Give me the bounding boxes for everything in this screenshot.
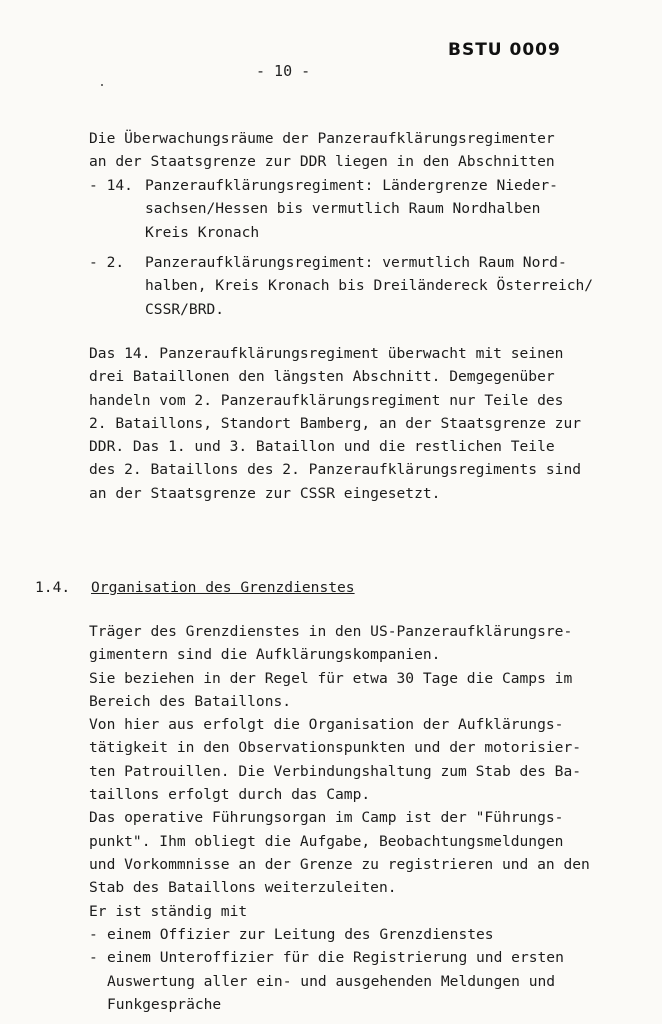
- text-line: taillons erfolgt durch das Camp.: [89, 786, 371, 804]
- text-line: Bereich des Bataillons.: [89, 692, 292, 710]
- text-line: Träger des Grenzdienstes in den US-Panzeraufklärungsre-: [89, 623, 573, 640]
- text-line: sachsen/Hessen bis vermutlich Raum Nordhalben: [145, 200, 541, 218]
- text-line: Das operative Führungsorgan im Camp ist der "Führungs-: [89, 809, 564, 827]
- text-line: drei Bataillonen den längsten Abschnitt. Demgegenüber: [89, 368, 555, 386]
- text-line: Von hier aus erfolgt die Organisation der Aufklärungs-: [89, 716, 564, 734]
- text-line: an der Staatsgrenze zur DDR liegen in den Abschnitten: [89, 153, 555, 171]
- list-marker: -: [89, 926, 98, 943]
- text-line: des 2. Bataillons des 2. Panzeraufklärungsregiments sind: [89, 461, 582, 479]
- text-line: CSSR/BRD.: [145, 300, 225, 318]
- text-line: einem Unteroffizier für die Registrierung und ersten: [107, 949, 564, 967]
- text-line: Auswertung aller ein- und ausgehenden Meldungen und: [107, 972, 556, 990]
- text-line: punkt". Ihm obliegt die Aufgabe, Beobachtungsmeldungen: [89, 832, 564, 850]
- staff-list: [89, 923, 649, 1016]
- archive-stamp: BSTU 0009: [448, 40, 561, 60]
- text-line: handeln vom 2. Panzeraufklärungsregiment nur Teile des: [89, 391, 564, 409]
- list-item: [89, 946, 649, 1016]
- text-line: 2. Bataillons, Standort Bamberg, an der Staatsgrenze zur: [89, 414, 582, 432]
- text-line: Die Überwachungsräume der Panzeraufklärungsregimenter: [89, 130, 555, 147]
- list-marker: -: [89, 949, 98, 967]
- text-line: Er ist ständig mit: [89, 902, 248, 920]
- list-item: [89, 923, 649, 946]
- paragraph-border-service: [89, 620, 649, 923]
- text-line: ten Patrouillen. Die Verbindungshaltung zum Stab des Ba-: [89, 762, 582, 780]
- text-line: Kreis Kronach: [145, 223, 260, 241]
- text-line: Panzeraufklärungsregiment: vermutlich Raum Nord-: [145, 254, 567, 271]
- text-line: halben, Kreis Kronach bis Dreiländereck Österreich/: [145, 277, 594, 295]
- text-line: und Vorkommnisse an der Grenze zu registrieren und an den: [89, 855, 590, 873]
- list-marker: - 14.: [89, 177, 133, 194]
- page-number: - 10 -: [256, 62, 311, 80]
- list-item: [89, 174, 649, 244]
- text-line: Stab des Bataillons weiterzuleiten.: [89, 879, 397, 897]
- text-line: an der Staatsgrenze zur CSSR eingesetzt.: [89, 484, 441, 502]
- intro-paragraph: [89, 127, 649, 174]
- text-line: Das 14. Panzeraufklärungsregiment überwacht mit seinen: [89, 345, 564, 362]
- regiment-list: [89, 174, 649, 244]
- section-title: Organisation des Grenzdienstes: [91, 579, 355, 596]
- text-line: Sie beziehen in der Regel für etwa 30 Tage die Camps im: [89, 669, 573, 687]
- text-line: tätigkeit in den Observationspunkten und der motorisier-: [89, 739, 582, 757]
- text-line: Panzeraufklärungsregiment: Ländergrenze Nieder-: [145, 177, 558, 194]
- paragraph-overview: [89, 342, 649, 505]
- text-line: Funkgespräche: [107, 995, 222, 1013]
- text-line: DDR. Das 1. und 3. Bataillon und die restlichen Teile: [89, 438, 555, 456]
- text-line: einem Offizier zur Leitung des Grenzdienstes: [107, 926, 494, 943]
- section-number: 1.4.: [35, 579, 71, 596]
- list-marker: - 2.: [89, 254, 125, 271]
- speck-mark: [101, 84, 103, 86]
- regiment-list-2: [89, 251, 649, 321]
- text-line: gimentern sind die Aufklärungskompanien.: [89, 646, 441, 664]
- list-item: [89, 251, 649, 321]
